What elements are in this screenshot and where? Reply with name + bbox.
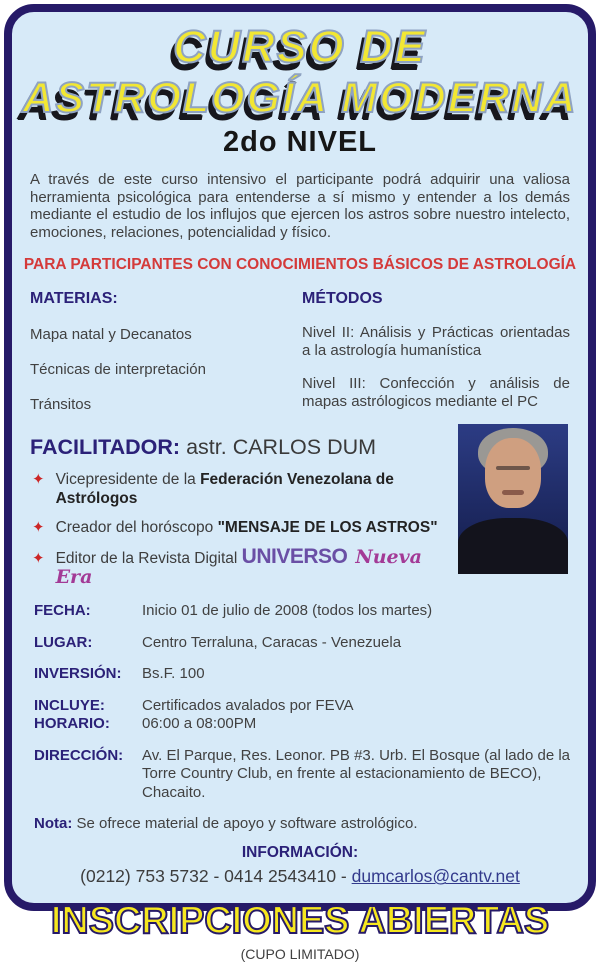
detail-value: Inicio 01 de julio de 2008 (todos los martes) bbox=[142, 602, 433, 620]
detail-value: 06:00 a 08:00PM bbox=[142, 715, 257, 733]
detail-label: INCLUYE: bbox=[34, 696, 105, 714]
detail-label: DIRECCIÓN: bbox=[34, 746, 124, 764]
phone-numbers: (0212) 753 5732 - 0414 2543410 - bbox=[80, 866, 352, 887]
photo-shirt bbox=[458, 518, 568, 574]
flyer-frame bbox=[4, 4, 596, 962]
materias-item: Técnicas de interpretación bbox=[30, 361, 206, 379]
credential-item bbox=[32, 470, 452, 508]
enrollment-headline: INSCRIPCIONES ABIERTAS bbox=[50, 899, 550, 943]
detail-label: LUGAR: bbox=[34, 633, 93, 651]
note-text: Se ofrece material de apoyo y software astrológico. bbox=[72, 815, 418, 833]
detail-label: FECHA: bbox=[34, 602, 91, 620]
detail-row-incluye bbox=[22, 697, 588, 716]
detail-row-inversion bbox=[22, 665, 588, 684]
star-bullet-icon: ✦ bbox=[32, 519, 45, 537]
credential-text: Creador del horóscopo "MENSAJE DE LOS ASTROS" bbox=[55, 519, 438, 537]
star-bullet-icon: ✦ bbox=[32, 550, 45, 568]
metodos-heading: MÉTODOS bbox=[302, 290, 383, 308]
facilitator-label: FACILITADOR: bbox=[30, 435, 181, 460]
materias-item: Mapa natal y Decanatos bbox=[30, 326, 192, 344]
nueva-era-logo: Nueva Era bbox=[55, 546, 422, 589]
materias-item: Tránsitos bbox=[30, 396, 92, 414]
detail-row-lugar bbox=[22, 634, 588, 653]
contact-line bbox=[12, 866, 588, 887]
course-title-line2: ASTROLOGÍA MODERNA bbox=[22, 74, 578, 122]
email-link[interactable]: dumcarlos@cantv.net bbox=[351, 866, 520, 887]
note-label: Nota: bbox=[34, 815, 73, 833]
course-details bbox=[22, 602, 588, 802]
photo-mouth bbox=[502, 490, 524, 495]
course-title-line1: CURSO DE bbox=[173, 21, 427, 72]
audience-requirement: PARA PARTICIPANTES CON CONOCIMIENTOS BÁSICOS DE ASTROLOGÍA bbox=[23, 256, 577, 274]
metodos-item: Nivel III: Confección y análisis de mapas astrólogicos mediante el PC bbox=[302, 375, 570, 410]
photo-glasses bbox=[496, 466, 530, 470]
detail-row-fecha bbox=[22, 602, 588, 621]
metodos-column bbox=[302, 290, 570, 413]
credential-item bbox=[32, 547, 452, 588]
facilitator-photo bbox=[458, 424, 568, 566]
credential-text: Vicepresidente de la Federación Venezolana de Astrólogos bbox=[55, 471, 394, 508]
detail-label: HORARIO: bbox=[34, 715, 110, 733]
universo-logo: UNIVERSO bbox=[241, 545, 348, 569]
facilitator-name: astr. CARLOS DUM bbox=[186, 435, 377, 460]
credential-text: Editor de la Revista Digital UNIVERSO Nueva Era bbox=[55, 545, 422, 589]
facilitator-credentials bbox=[12, 470, 452, 588]
detail-value: Bs.F. 100 bbox=[142, 665, 205, 683]
materias-heading: MATERIAS: bbox=[30, 290, 118, 308]
note-line bbox=[34, 815, 588, 832]
materias-column bbox=[30, 290, 302, 413]
intro-paragraph: A través de este curso intensivo el participante podrá adquirir una valiosa herramienta psicológica para entenderse a sí mismo y entender a los demás mediante el estudio de los influjos que ejercen los astros sobre nuestro intelecto, emociones, relaciones, potencialidad y físico. bbox=[30, 171, 570, 241]
course-columns bbox=[30, 290, 570, 413]
detail-row-horario bbox=[22, 715, 588, 734]
detail-value: Av. El Parque, Res. Leonor. PB #3. Urb. El Bosque (al lado de la Torre Country Club, en frente al estacionamiento de BECO), Chacaito. bbox=[142, 746, 571, 801]
information-heading: INFORMACIÓN: bbox=[241, 844, 359, 862]
limited-seats-note: (CUPO LIMITADO) bbox=[240, 946, 360, 962]
credential-item bbox=[32, 518, 452, 537]
detail-row-direccion bbox=[22, 747, 588, 803]
detail-value: Centro Terraluna, Caracas - Venezuela bbox=[142, 633, 402, 651]
photo-face bbox=[485, 438, 541, 508]
course-level: 2do NIVEL bbox=[222, 126, 377, 158]
metodos-item: Nivel II: Análisis y Prácticas orientadas a la astrología humanística bbox=[302, 324, 570, 359]
detail-label: INVERSIÓN: bbox=[34, 665, 122, 683]
detail-value: Certificados avalados por FEVA bbox=[142, 696, 354, 714]
star-bullet-icon: ✦ bbox=[32, 471, 45, 489]
